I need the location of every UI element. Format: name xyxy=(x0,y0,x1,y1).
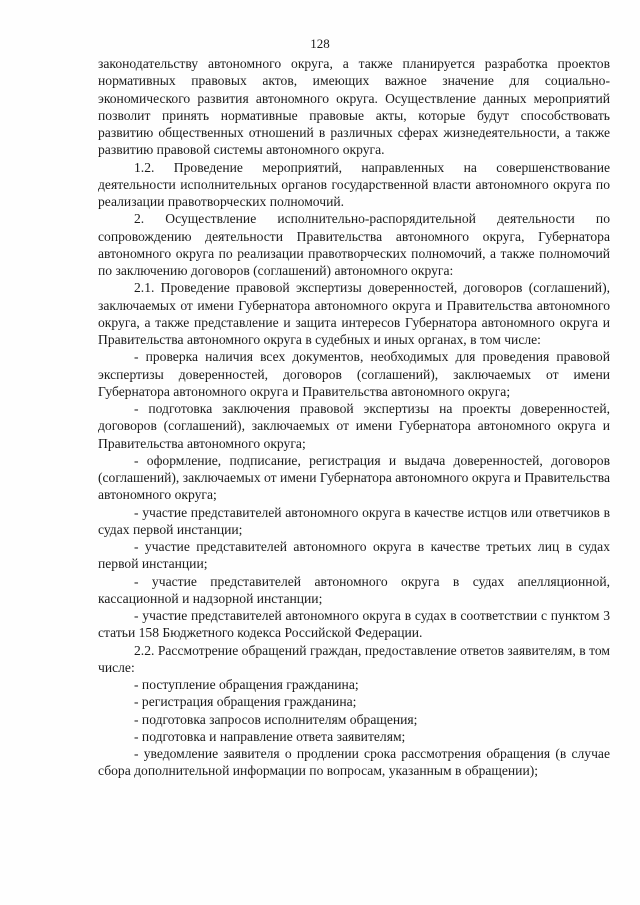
list-item: - поступление обращения гражданина; xyxy=(134,677,359,692)
list-item: - подготовка запросов исполнителям обращения; xyxy=(134,711,418,727)
page-number: 128 xyxy=(310,36,330,51)
paragraph: 2. Осуществление исполнительно-распорядительной деятельности по сопровождению деятельности Правительства автономного округа, Губернатора автономного округа по реализации правотворческих полномочий, а также полномочий по заключению договоров (соглашений) автономного округа: xyxy=(98,211,610,278)
list-item: - подготовка заключения правовой экспертизы на проекты доверенностей, договоров (соглашений), заключаемых от имени Губернатора автономного округа и Правительства автономного округа; xyxy=(98,401,610,451)
list-item: - уведомление заявителя о продлении срока рассмотрения обращения (в случае сбора дополнительной информации по вопросам, указанным в обращении); xyxy=(98,746,610,779)
paragraph: 2.2. Рассмотрение обращений граждан, предоставление ответов заявителям, в том числе: xyxy=(98,642,610,675)
list-item: - оформление, подписание, регистрация и выдача доверенностей, договоров (соглашений), заключаемых от имени Губернатора автономного округа и Правительства автономного округа; xyxy=(98,452,610,503)
list-item: - участие представителей автономного округа в качестве третьих лиц в судах первой инстанции; xyxy=(98,539,610,572)
list-item: - участие представителей автономного округа в качестве истцов или ответчиков в судах первой инстанции; xyxy=(98,504,610,537)
paragraph: законодательству автономного округа, а также планируется разработка проектов нормативных правовых актов, имеющих важное значение для социально-экономического развития автономного округа. Осуществление данных мероприятий позволит принять нормативные правовые акты, которые будут способствовать развитию общественных отношений в различных сферах жизнедеятельности, а также развитию правовой системы автономного округа. xyxy=(98,56,610,158)
list-item: - участие представителей автономного округа в судах апелляционной, кассационной и надзорной инстанции; xyxy=(98,573,610,606)
list-item: - регистрация обращения гражданина; xyxy=(134,694,357,710)
paragraph: 2.1. Проведение правовой экспертизы доверенностей, договоров (соглашений), заключаемых от имени Губернатора автономного округа и Правительства автономного округа, а также представление и защита интересов Губернатора автономного округа и Правительства автономного округа в судебных и иных органах, в том числе: xyxy=(98,280,610,347)
list-item: - проверка наличия всех документов, необходимых для проведения правовой экспертизы доверенностей, договоров (соглашений), заключаемых от имени Губернатора автономного округа и Правительства автономного округа; xyxy=(98,349,610,399)
list-item: - подготовка и направление ответа заявителям; xyxy=(134,728,406,744)
document-body xyxy=(98,55,610,780)
paragraph: 1.2. Проведение мероприятий, направленных на совершенствование деятельности исполнительных органов государственной власти автономного округа по реализации правотворческих полномочий. xyxy=(98,159,610,209)
list-item: - участие представителей автономного округа в судах в соответствии с пунктом 3 статьи 158 Бюджетного кодекса Российской Федерации. xyxy=(98,608,610,641)
